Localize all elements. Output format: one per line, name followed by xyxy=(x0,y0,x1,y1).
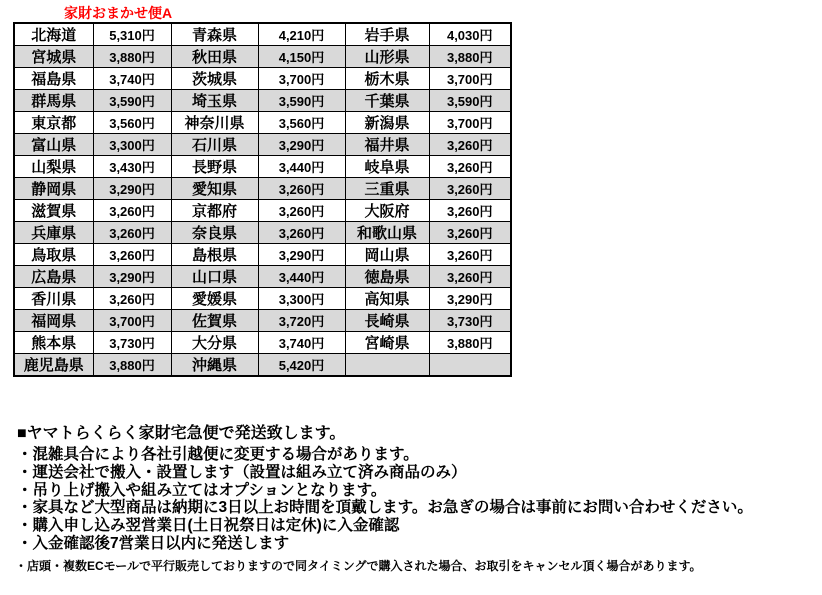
prefecture-cell: 宮崎県 xyxy=(345,332,429,354)
price-cell: 3,300円 xyxy=(258,288,345,310)
notes-small-note: ・店頭・複数ECモールで平行販売しておりますので同タイミングで購入された場合、お取引をキャンセル頂く場合があります。 xyxy=(15,559,702,573)
fee-table-row xyxy=(14,332,511,354)
fee-table-row xyxy=(14,354,511,377)
prefecture-cell: 青森県 xyxy=(171,23,258,46)
prefecture-cell: 群馬県 xyxy=(14,90,93,112)
price-cell: 3,880円 xyxy=(429,332,511,354)
price-cell: 3,260円 xyxy=(258,222,345,244)
prefecture-cell: 茨城県 xyxy=(171,68,258,90)
prefecture-cell: 大阪府 xyxy=(345,200,429,222)
price-cell: 4,210円 xyxy=(258,23,345,46)
price-cell: 4,030円 xyxy=(429,23,511,46)
price-cell: 3,260円 xyxy=(93,288,171,310)
fee-table-row xyxy=(14,156,511,178)
prefecture-cell: 香川県 xyxy=(14,288,93,310)
prefecture-cell: 鹿児島県 xyxy=(14,354,93,377)
price-cell: 3,260円 xyxy=(429,222,511,244)
price-cell: 3,290円 xyxy=(93,266,171,288)
prefecture-cell: 大分県 xyxy=(171,332,258,354)
prefecture-cell xyxy=(345,354,429,377)
notes-list xyxy=(17,446,753,553)
fee-table-row xyxy=(14,178,511,200)
fee-table-row xyxy=(14,310,511,332)
fee-table-row xyxy=(14,200,511,222)
note-bullet: ・運送会社で搬入・設置します（設置は組み立て済み商品のみ） xyxy=(17,463,467,481)
fee-table-row xyxy=(14,112,511,134)
fee-table-row xyxy=(14,266,511,288)
price-cell: 3,700円 xyxy=(258,68,345,90)
price-cell: 3,260円 xyxy=(429,266,511,288)
prefecture-cell: 島根県 xyxy=(171,244,258,266)
prefecture-cell: 広島県 xyxy=(14,266,93,288)
fee-table-body xyxy=(14,23,511,376)
prefecture-cell: 奈良県 xyxy=(171,222,258,244)
price-cell: 3,740円 xyxy=(258,332,345,354)
prefecture-cell: 山梨県 xyxy=(14,156,93,178)
price-cell: 3,260円 xyxy=(258,200,345,222)
price-cell: 3,260円 xyxy=(429,244,511,266)
note-bullet: ・混雑具合により各社引越便に変更する場合があります。 xyxy=(17,446,419,463)
prefecture-cell: 北海道 xyxy=(14,23,93,46)
price-cell: 3,260円 xyxy=(93,244,171,266)
price-cell: 3,730円 xyxy=(429,310,511,332)
price-cell: 3,260円 xyxy=(93,222,171,244)
price-cell: 3,740円 xyxy=(93,68,171,90)
fee-table-row xyxy=(14,90,511,112)
price-cell: 3,290円 xyxy=(429,288,511,310)
price-cell: 3,590円 xyxy=(93,90,171,112)
prefecture-cell: 徳島県 xyxy=(345,266,429,288)
prefecture-cell: 山口県 xyxy=(171,266,258,288)
price-cell: 4,150円 xyxy=(258,46,345,68)
note-bullet: ・吊り上げ搬入や組み立てはオプションとなります。 xyxy=(17,481,387,499)
prefecture-cell: 東京都 xyxy=(14,112,93,134)
prefecture-cell: 福井県 xyxy=(345,134,429,156)
price-cell: 3,590円 xyxy=(258,90,345,112)
price-cell: 3,880円 xyxy=(93,354,171,377)
price-cell: 3,560円 xyxy=(258,112,345,134)
fee-table-row xyxy=(14,46,511,68)
notes-heading: ■ヤマトらくらく家財宅急便で発送致します。 xyxy=(17,425,346,442)
price-cell: 3,440円 xyxy=(258,266,345,288)
fee-table xyxy=(13,22,512,377)
prefecture-cell: 三重県 xyxy=(345,178,429,200)
prefecture-cell: 和歌山県 xyxy=(345,222,429,244)
price-cell: 5,420円 xyxy=(258,354,345,377)
prefecture-cell: 長野県 xyxy=(171,156,258,178)
price-cell: 3,260円 xyxy=(258,178,345,200)
prefecture-cell: 秋田県 xyxy=(171,46,258,68)
note-bullet: ・購入申し込み翌営業日(土日祝祭日は定休)に入金確認 xyxy=(17,517,400,535)
price-cell: 3,260円 xyxy=(429,156,511,178)
note-bullet: ・入金確認後7営業日以内に発送します xyxy=(17,534,290,552)
prefecture-cell: 石川県 xyxy=(171,134,258,156)
prefecture-cell: 山形県 xyxy=(345,46,429,68)
prefecture-cell: 愛知県 xyxy=(171,178,258,200)
price-cell: 3,260円 xyxy=(429,178,511,200)
prefecture-cell: 宮城県 xyxy=(14,46,93,68)
price-cell: 3,290円 xyxy=(258,244,345,266)
prefecture-cell: 静岡県 xyxy=(14,178,93,200)
prefecture-cell: 熊本県 xyxy=(14,332,93,354)
prefecture-cell: 千葉県 xyxy=(345,90,429,112)
price-cell: 3,590円 xyxy=(429,90,511,112)
prefecture-cell: 岐阜県 xyxy=(345,156,429,178)
price-cell: 3,720円 xyxy=(258,310,345,332)
price-cell: 3,560円 xyxy=(93,112,171,134)
prefecture-cell: 兵庫県 xyxy=(14,222,93,244)
prefecture-cell: 神奈川県 xyxy=(171,112,258,134)
price-cell: 3,300円 xyxy=(93,134,171,156)
prefecture-cell: 滋賀県 xyxy=(14,200,93,222)
prefecture-cell: 高知県 xyxy=(345,288,429,310)
price-cell: 3,700円 xyxy=(429,68,511,90)
price-cell xyxy=(429,354,511,377)
fee-table-row xyxy=(14,68,511,90)
fee-table-row xyxy=(14,23,511,46)
price-cell: 3,430円 xyxy=(93,156,171,178)
price-cell: 3,290円 xyxy=(93,178,171,200)
prefecture-cell: 愛媛県 xyxy=(171,288,258,310)
fee-table-row xyxy=(14,244,511,266)
prefecture-cell: 富山県 xyxy=(14,134,93,156)
prefecture-cell: 栃木県 xyxy=(345,68,429,90)
price-cell: 3,880円 xyxy=(93,46,171,68)
price-cell: 3,700円 xyxy=(93,310,171,332)
prefecture-cell: 岩手県 xyxy=(345,23,429,46)
prefecture-cell: 鳥取県 xyxy=(14,244,93,266)
prefecture-cell: 沖縄県 xyxy=(171,354,258,377)
price-cell: 3,260円 xyxy=(429,134,511,156)
prefecture-cell: 岡山県 xyxy=(345,244,429,266)
fee-table-row xyxy=(14,288,511,310)
fee-table-row xyxy=(14,222,511,244)
table-title: 家財おまかせ便A xyxy=(64,5,173,21)
price-cell: 3,290円 xyxy=(258,134,345,156)
price-cell: 3,880円 xyxy=(429,46,511,68)
prefecture-cell: 福島県 xyxy=(14,68,93,90)
price-cell: 3,700円 xyxy=(429,112,511,134)
price-cell: 3,260円 xyxy=(93,200,171,222)
prefecture-cell: 長崎県 xyxy=(345,310,429,332)
prefecture-cell: 福岡県 xyxy=(14,310,93,332)
note-bullet: ・家具など大型商品は納期に3日以上お時間を頂戴します。お急ぎの場合は事前にお問い合わせください。 xyxy=(17,499,753,517)
prefecture-cell: 埼玉県 xyxy=(171,90,258,112)
prefecture-cell: 京都府 xyxy=(171,200,258,222)
price-cell: 3,730円 xyxy=(93,332,171,354)
prefecture-cell: 新潟県 xyxy=(345,112,429,134)
price-cell: 3,440円 xyxy=(258,156,345,178)
prefecture-cell: 佐賀県 xyxy=(171,310,258,332)
price-cell: 3,260円 xyxy=(429,200,511,222)
price-cell: 5,310円 xyxy=(93,23,171,46)
fee-table-row xyxy=(14,134,511,156)
